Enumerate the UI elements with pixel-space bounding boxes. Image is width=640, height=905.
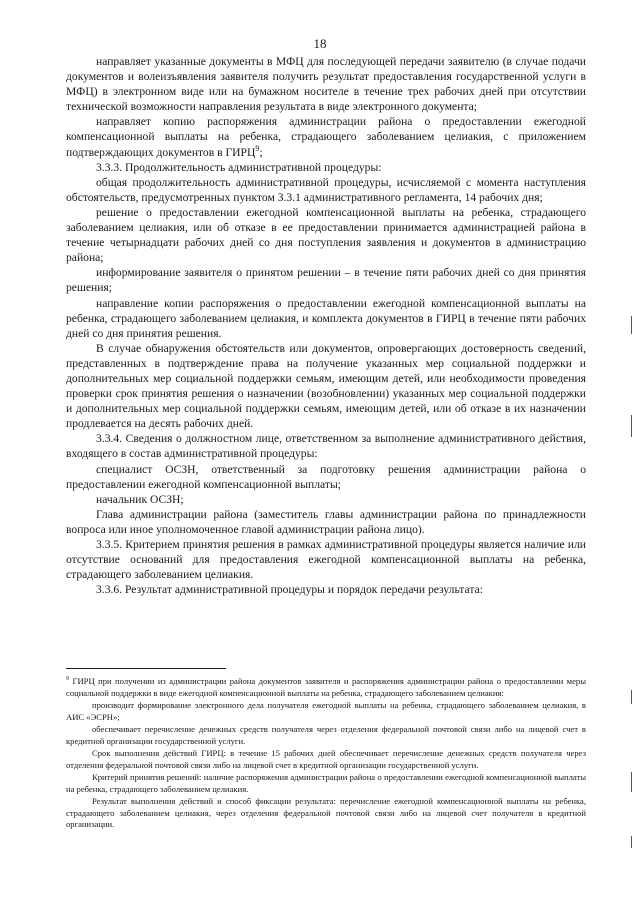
footnote-paragraph <box>66 676 586 699</box>
paragraph-end: ; <box>259 145 263 159</box>
paragraph: начальник ОСЗН; <box>96 492 184 506</box>
scan-artifact-line <box>631 836 632 848</box>
paragraph: направление копии распоряжения о предоставлении ежегодной компенсационной выплаты на ребенка, страдающего заболеванием целиакия, и комплекта документов в ГИРЦ в течение пяти рабочих дней со дня принятия решения. <box>66 296 586 340</box>
footnote-paragraph: обеспечивает перечисление денежных средств получателя через отделения федеральной почтовой связи либо на лицевой счет в кредитной организации государственной услуги. <box>66 724 586 746</box>
page-number: 18 <box>313 36 327 51</box>
scan-artifact-line <box>631 415 632 437</box>
paragraph: направляет указанные документы в МФЦ для последующей передачи заявителю (в случае подачи документов и волеизъявления заявителя получить результат предоставления государственной услуги в МФЦ) в электронном виде или на бумажном носителе в течение трех рабочих дней при отсутствии технической возможности направления результата в виде электронного документа; <box>66 55 586 114</box>
footnote-text: ГИРЦ при получении из администрации района документов заявителя и распоряжения администрации района о предоставлении меры социальной поддержки в виде ежегодной компенсационной выплаты на ребенка, страдающего заболеванием целиакия: <box>66 676 587 698</box>
paragraph: Глава администрации района (заместитель главы администрации района по принадлежности вопроса или иное уполномоченное главой администрации района лицо). <box>66 507 586 536</box>
footnote-paragraph: Критерий принятия решений: наличие распоряжения администрации района о предоставлении ежегодной компенсационной выплаты на ребенка, страдающего заболеванием целиакия. <box>66 772 586 794</box>
footnote-paragraph: Результат выполнения действий и способ фиксации результата: перечисление ежегодной компенсационной выплаты на ребенка, страдающего заболеванием целиакия, через отделения федеральной почтовой связи либо на лицевой счет получателя в кредитной организации. <box>66 796 586 829</box>
paragraph: общая продолжительность административной процедуры, исчисляемой с момента наступления обстоятельств, предусмотренных пунктом 3.3.1 административного регламента, 14 рабочих дня; <box>66 175 586 204</box>
scan-artifact-line <box>631 690 632 704</box>
section-heading: 3.3.5. Критерием принятия решения в рамках административной процедуры является наличие или отсутствие оснований для предоставления ежегодной компенсационной выплаты на ребенка, страдающего заболеванием целиакия. <box>66 538 586 582</box>
footnote-marker: 9 <box>66 676 70 683</box>
section-heading: 3.3.6. Результат административной процедуры и порядок передачи результата: <box>96 583 483 597</box>
footnote-divider <box>66 668 226 669</box>
paragraph: специалист ОСЗН, ответственный за подготовку решения администрации района о предоставлении ежегодной компенсационной выплаты; <box>66 462 586 491</box>
scan-artifact-line <box>631 316 632 334</box>
footnote-paragraph: Срок выполнения действий ГИРЦ: в течение 15 рабочих дней обеспечивает перечисление денежных средств получателя через отделения федеральной почтовой связи либо на лицевой счет в кредитной организации государственной услуги. <box>66 748 586 770</box>
footnote <box>66 676 586 832</box>
main-text <box>66 54 586 597</box>
paragraph <box>66 114 586 159</box>
paragraph: решение о предоставлении ежегодной компенсационной выплаты на ребенка, страдающего заболеванием целиакия, или об отказе в ее предоставлении принимается администрацией района в течение четырнадцати рабочих дней со дня поступления заявления и документов в администрацию района; <box>66 205 586 265</box>
scan-artifact-line <box>631 772 632 792</box>
paragraph: информирование заявителя о принятом решении – в течение пяти рабочих дней со дня принятия решения; <box>66 266 586 295</box>
paragraph: В случае обнаружения обстоятельств или документов, опровергающих достоверность сведений, представленных в подтверждение права на получение указанных мер социальной поддержки и дополнительных мер социальной поддержки семьям, имеющим детей, или необходимости проведения проверки срок принятия решения о назначении (возобновлении) указанных мер социальной поддержки и дополнительных мер социальной поддержки семьям, имеющим детей, или об отказе в их назначении продлевается на десять рабочих дней. <box>66 341 586 431</box>
section-heading: 3.3.3. Продолжительность административной процедуры: <box>96 160 382 174</box>
footnote-paragraph: производит формирование электронного дела получателя ежегодной выплаты на ребенка, страдающего заболеванием целиакия, в АИС «ЭСРН»; <box>66 700 586 722</box>
section-heading: 3.3.4. Сведения о должностном лице, ответственном за выполнение административного действия, входящего в состав административной процедуры: <box>66 432 586 461</box>
footnote-reference: 9 <box>255 143 260 153</box>
paragraph-text: направляет копию распоряжения администрации района о предоставлении ежегодной компенсационной выплаты на ребенка, страдающего заболеванием целиакия, с приложением подтверждающих документов в ГИРЦ <box>66 115 586 159</box>
